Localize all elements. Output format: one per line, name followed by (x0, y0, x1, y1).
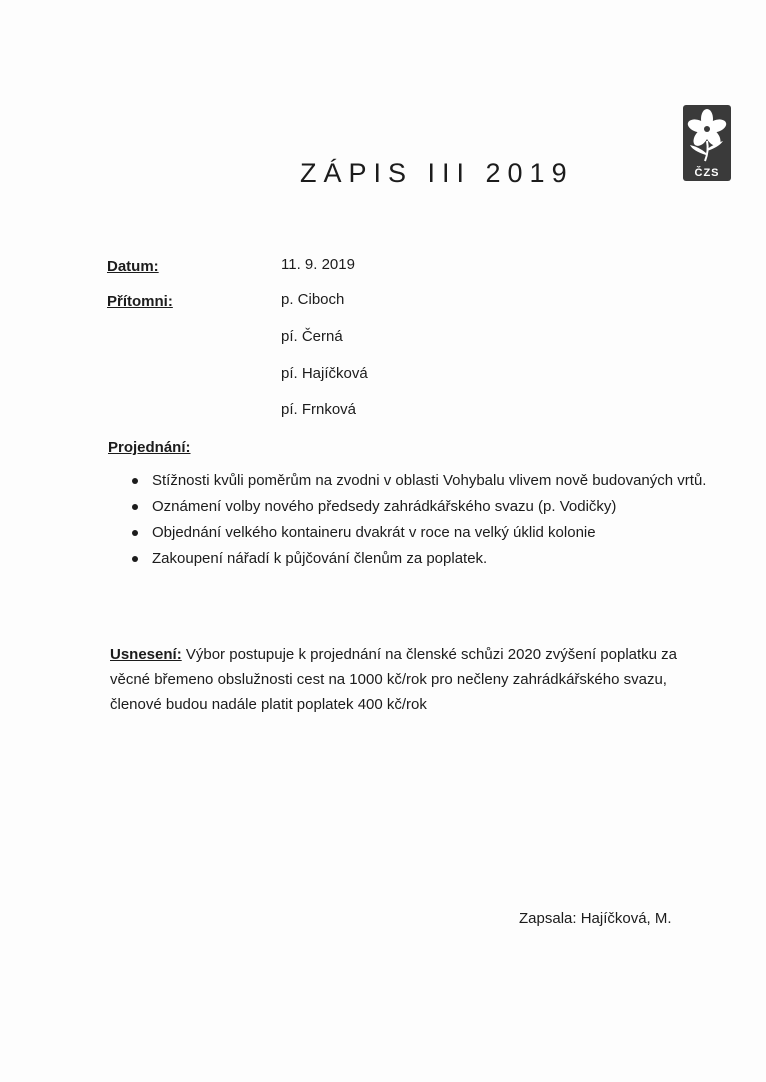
date-label: Datum: (107, 258, 159, 275)
list-item: Oznámení volby nového předsedy zahrádkářského svazu (p. Vodičky) (130, 494, 730, 519)
flower-icon (683, 105, 731, 167)
resolution-paragraph (110, 642, 710, 717)
attendee-name: pí. Hajíčková (281, 365, 368, 382)
list-item: Zakoupení nářadí k půjčování členům za poplatek. (130, 546, 730, 571)
bullet-icon (132, 556, 138, 562)
list-item: Objednání velkého kontaineru dvakrát v roce na velký úklid kolonie (130, 520, 730, 545)
list-item: Stížnosti kvůli poměrům na zvodni v oblasti Vohybalu vlivem nově budovaných vrtů. (130, 468, 730, 493)
agenda-list (130, 468, 730, 572)
agenda-label: Projednání: (108, 439, 191, 456)
recorded-by: Zapsala: Hajíčková, M. (519, 910, 672, 927)
bullet-icon (132, 530, 138, 536)
logo-text: ČZS (694, 167, 720, 179)
attendee-name: pí. Černá (281, 328, 343, 345)
attendee-name: p. Ciboch (281, 291, 345, 308)
attendee-name: pí. Frnková (281, 401, 357, 418)
resolution-text: Výbor postupuje k projednání na členské schůzi 2020 zvýšení poplatku za věcné břemeno obslužnosti cest na 1000 kč/rok pro nečleny zahrádkářského svazu, členové budou nadále platit poplatek 400 kč/rok (110, 646, 678, 713)
bullet-icon (132, 504, 138, 510)
date-value: 11. 9. 2019 (281, 256, 355, 273)
bullet-icon (132, 478, 138, 484)
resolution-label: Usnesení: (110, 646, 182, 663)
czs-logo (683, 105, 731, 181)
page-title: ZÁPIS III 2019 (300, 158, 574, 188)
attendees-label: Přítomni: (107, 293, 173, 310)
